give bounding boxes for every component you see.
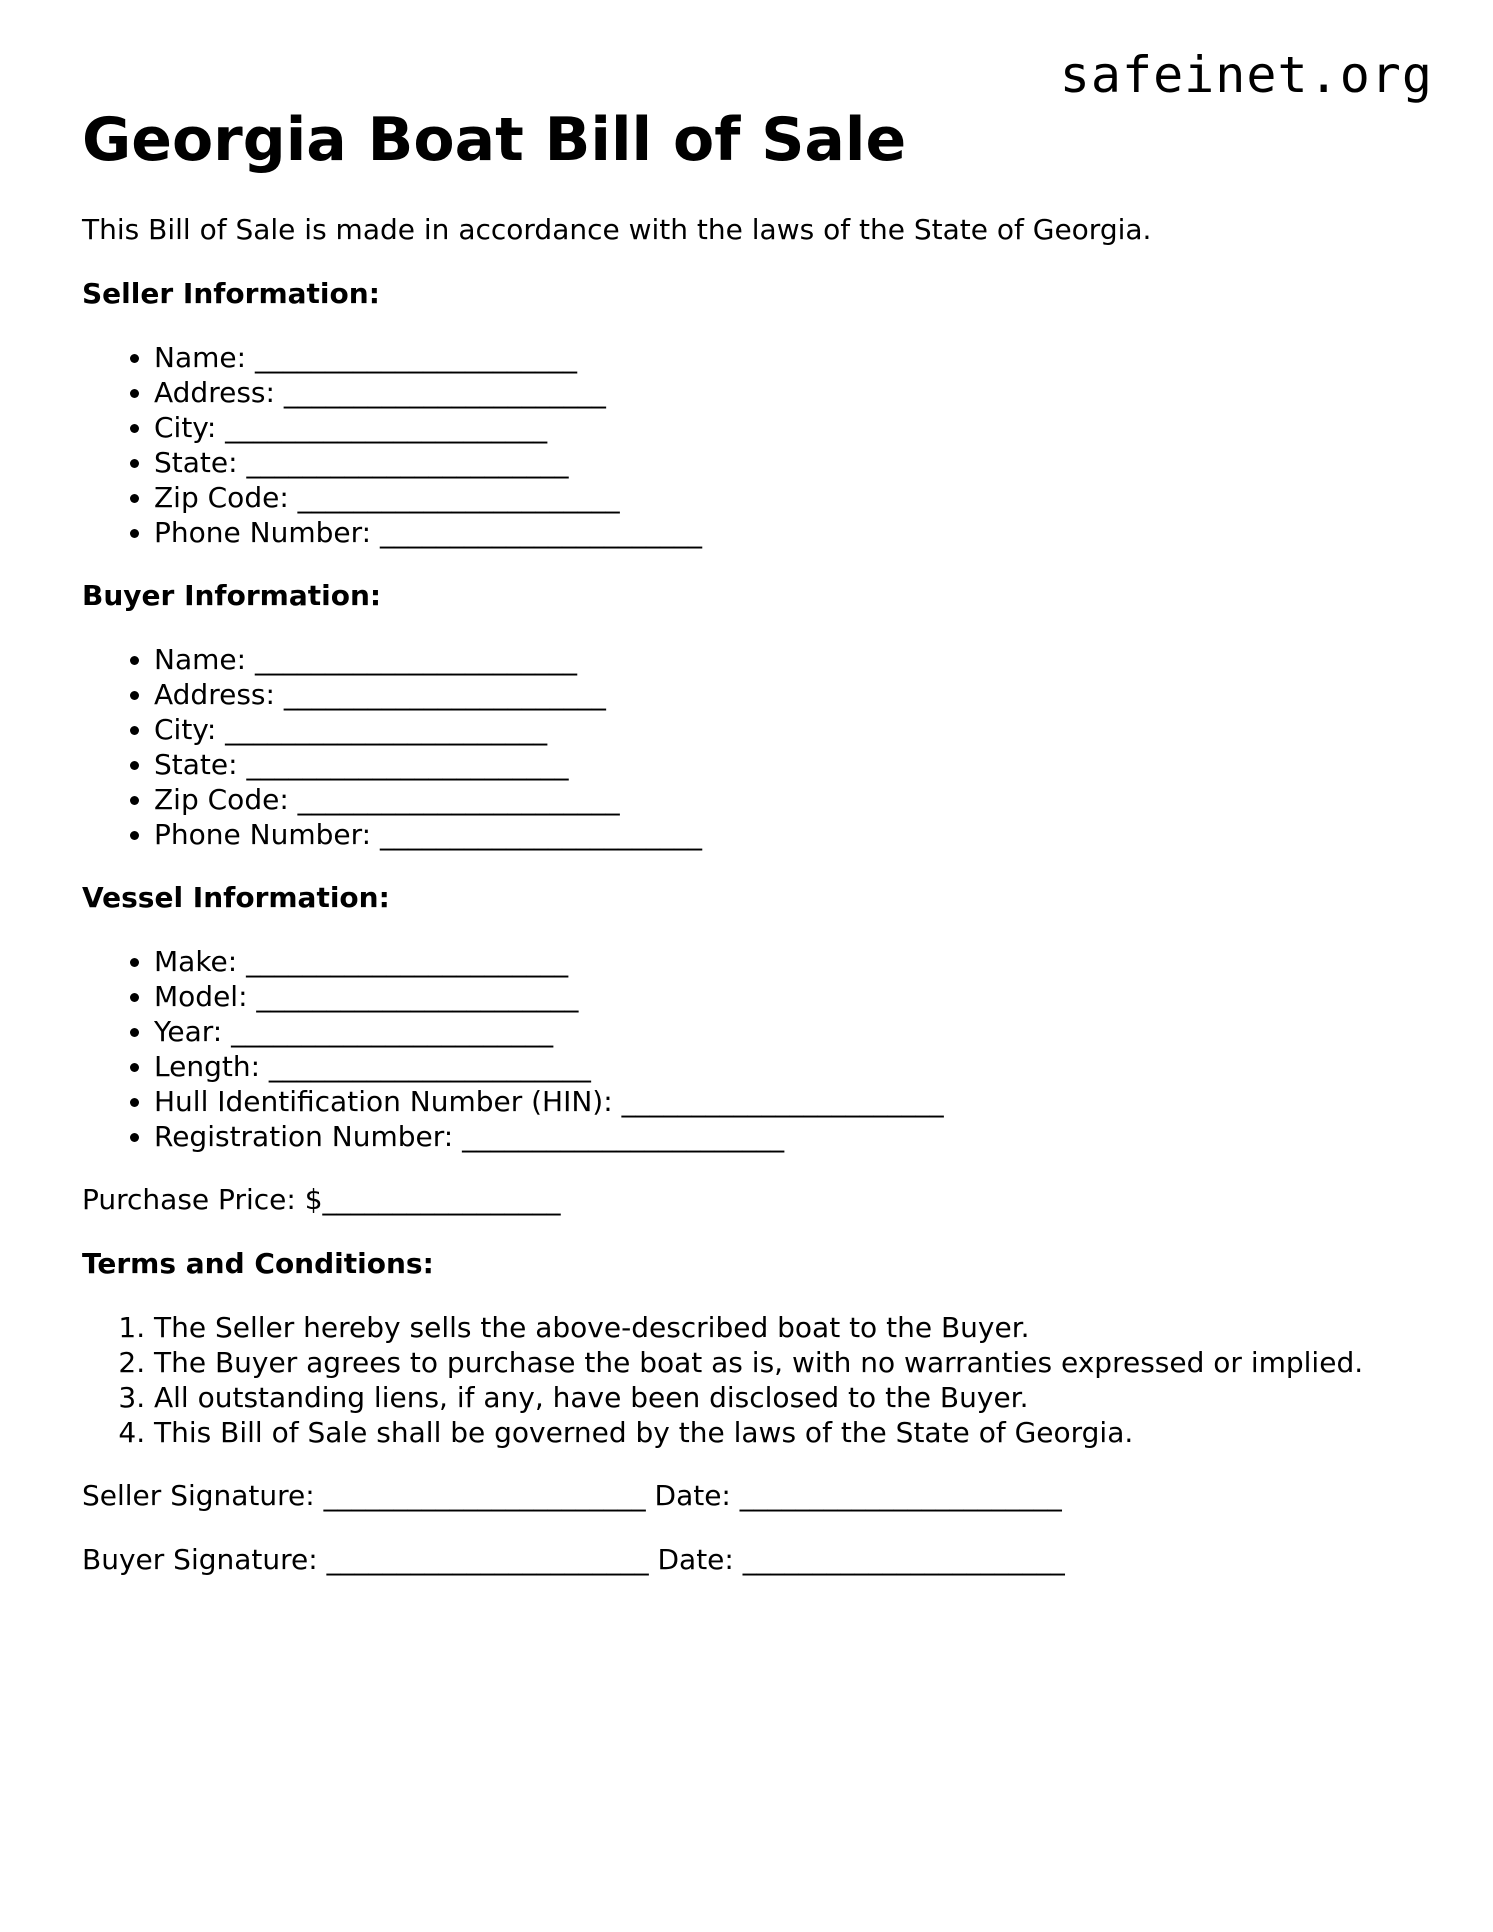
vessel-registration-field: • Registration Number: _______________________ [154, 1119, 1412, 1154]
term-item: 2. The Buyer agrees to purchase the boat as is, with no warranties expressed or implied. [154, 1345, 1412, 1380]
seller-city-field: • City: _______________________ [154, 410, 1412, 445]
buyer-phone-field: • Phone Number: _______________________ [154, 817, 1412, 852]
vessel-heading: Vessel Information: [82, 881, 390, 914]
buyer-state-field: • State: _______________________ [154, 747, 1412, 782]
buyer-zip-field: • Zip Code: _______________________ [154, 782, 1412, 817]
intro-paragraph: This Bill of Sale is made in accordance with the laws of the State of Georgia. [82, 213, 1152, 246]
seller-signature-line: Seller Signature: _______________________ Date: _______________________ [82, 1479, 1062, 1512]
seller-phone-field: • Phone Number: _______________________ [154, 515, 1412, 550]
vessel-make-field: • Make: _______________________ [154, 944, 1412, 979]
term-item: 1. The Seller hereby sells the above-described boat to the Buyer. [154, 1310, 1412, 1345]
seller-heading: Seller Information: [82, 277, 380, 310]
seller-state-field: • State: _______________________ [154, 445, 1412, 480]
term-item: 3. All outstanding liens, if any, have been disclosed to the Buyer. [154, 1380, 1412, 1415]
buyer-address-field: • Address: _______________________ [154, 677, 1412, 712]
vessel-field-list [82, 944, 1412, 1154]
watermark-text: safeinet.org [1059, 46, 1433, 104]
vessel-year-field: • Year: _______________________ [154, 1014, 1412, 1049]
terms-heading: Terms and Conditions: [82, 1247, 434, 1280]
document-page [82, 102, 1412, 1606]
buyer-city-field: • City: _______________________ [154, 712, 1412, 747]
document-title: Georgia Boat Bill of Sale [82, 105, 907, 175]
terms-list [82, 1310, 1412, 1450]
buyer-name-field: • Name: _______________________ [154, 642, 1412, 677]
term-item: 4. This Bill of Sale shall be governed by the laws of the State of Georgia. [154, 1415, 1412, 1450]
vessel-hin-field: • Hull Identification Number (HIN): _______________________ [154, 1084, 1412, 1119]
seller-field-list [82, 340, 1412, 550]
purchase-price-field: Purchase Price: $_________________ [82, 1183, 561, 1216]
buyer-field-list [82, 642, 1412, 852]
buyer-heading: Buyer Information: [82, 579, 382, 612]
vessel-length-field: • Length: _______________________ [154, 1049, 1412, 1084]
buyer-signature-line: Buyer Signature: _______________________ Date: _______________________ [82, 1543, 1065, 1576]
vessel-model-field: • Model: _______________________ [154, 979, 1412, 1014]
seller-name-field: • Name: _______________________ [154, 340, 1412, 375]
seller-zip-field: • Zip Code: _______________________ [154, 480, 1412, 515]
seller-address-field: • Address: _______________________ [154, 375, 1412, 410]
